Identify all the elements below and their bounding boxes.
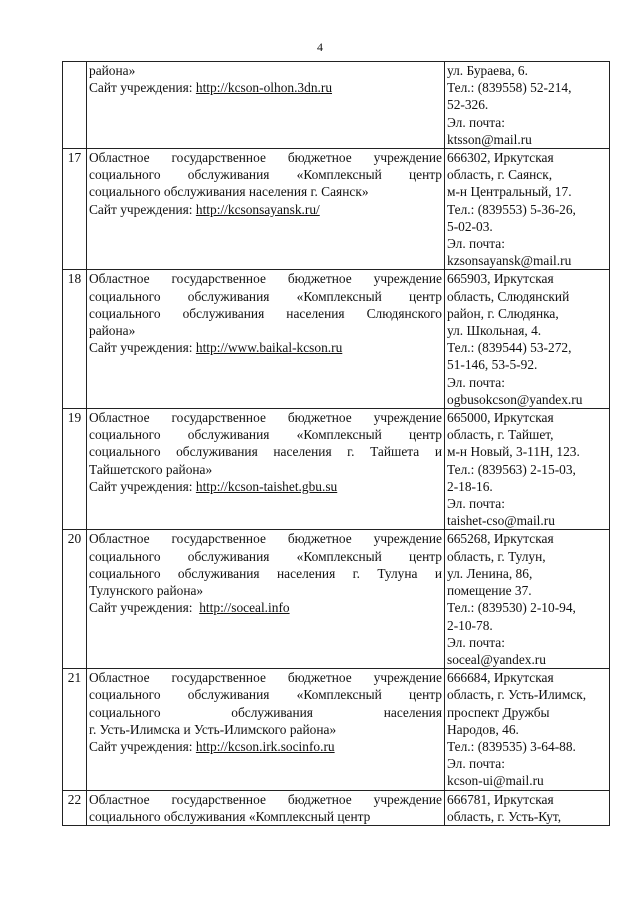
address-line: 665903, Иркутская [447,271,554,287]
address-line: ул. Бураева, 6. [447,63,528,78]
row-number: 19 [63,409,87,530]
address-line: Тел.: (839544) 53-272, [447,340,572,356]
website-line [89,201,442,218]
address-line: м-н Новый, 3-11Н, 123. [447,444,580,460]
website-line [89,79,442,96]
address-line: область, г. Тулун, [447,548,546,564]
address-line: область, г. Усть-Илимск, [447,687,587,703]
row-number: 18 [63,270,87,409]
table-row [63,409,610,530]
address-line: Эл. почта: [447,374,505,390]
institution-name-cell [87,270,445,409]
website-label: Сайт учреждения: [89,600,200,616]
address-line: Эл. почта: [447,756,505,772]
website-link[interactable]: http://kcson-taishet.gbu.su [195,478,338,494]
address-line: Народов, 46. [447,721,519,737]
row-number: 21 [63,669,87,790]
institution-name-line: социального обслуживания населения г. Тайшета и [89,444,442,460]
address-line: 2-10-78. [447,617,493,633]
address-line: ул. Ленина, 86, [447,565,533,581]
institution-name-line: района» [89,63,136,78]
address-line: проспект Дружбы [447,704,550,720]
institution-name-line: Областное государственное бюджетное учреждение [89,791,442,807]
website-line [89,339,442,356]
institution-name-line: социального обслуживания населения [89,704,442,720]
institution-name-cell [87,149,445,270]
address-line: район, г. Слюдянка, [447,305,559,321]
institution-name-line: социального обслуживания «Комплексный центр [89,808,371,824]
address-line: ogbusokcson@yandex.ru [447,391,583,407]
table-row [63,790,610,825]
website-line [89,738,442,755]
institution-name-cell [87,409,445,530]
website-label: Сайт учреждения: [89,201,196,217]
institution-name-line: Тайшетского района» [89,461,213,477]
institution-name-line: социального обслуживания «Комплексный центр [89,548,442,564]
address-line: 2-18-16. [447,478,493,494]
row-number: 20 [63,530,87,669]
address-line: Тел.: (839530) 2-10-94, [447,600,576,616]
address-line: 666781, Иркутская [447,791,554,807]
address-line: область, г. Саянск, [447,167,553,183]
address-line: 5-02-03. [447,218,493,234]
row-number: 17 [63,149,87,270]
address-line: Эл. почта: [447,236,505,252]
address-line: ул. Школьная, 4. [447,323,542,339]
address-cell [445,149,610,270]
institution-name-line: Тулунского района» [89,583,204,599]
address-line: Эл. почта: [447,114,505,130]
website-link[interactable]: http://kcson-olhon.3dn.ru [195,80,333,96]
table-row [63,270,610,409]
address-line: 665268, Иркутская [447,531,554,547]
address-line: kzsonsayansk@mail.ru [447,253,572,269]
institution-name-cell [87,62,445,149]
institution-name-line: г. Усть-Илимска и Усть-Илимского района» [89,721,337,737]
address-cell [445,669,610,790]
address-line: 666302, Иркутская [447,150,554,166]
institution-name-line: Областное государственное бюджетное учреждение [89,150,442,166]
address-line: 666684, Иркутская [447,670,554,686]
institution-name-cell [87,669,445,790]
address-line: Тел.: (839563) 2-15-03, [447,461,576,477]
address-cell [445,409,610,530]
website-line [89,478,442,495]
website-link[interactable]: http://kcson.irk.socinfo.ru [195,738,335,754]
address-cell [445,790,610,825]
website-label: Сайт учреждения: [89,738,196,754]
address-line: область, г. Тайшет, [447,427,554,443]
address-line: ktsson@mail.ru [447,131,532,147]
address-line: taishet-cso@mail.ru [447,513,555,529]
address-line: м-н Центральный, 17. [447,184,572,200]
address-line: Тел.: (839558) 52-214, [447,80,572,96]
website-label: Сайт учреждения: [89,478,196,494]
institution-name-line: социального обслуживания населения Слюдянского [89,305,442,321]
address-line: Эл. почта: [447,634,505,650]
institution-name-cell [87,530,445,669]
institution-name-line: социального обслуживания «Комплексный центр [89,167,442,183]
address-line: Эл. почта: [447,496,505,512]
institution-name-line: социального обслуживания «Комплексный центр [89,288,442,304]
website-link[interactable]: http://kcsonsayansk.ru/ [195,201,320,217]
institution-name-line: социального обслуживания «Комплексный центр [89,687,442,703]
table-row [63,530,610,669]
address-line: область, Слюдянский [447,288,570,304]
institution-name-line: Областное государственное бюджетное учреждение [89,670,442,686]
website-line [89,599,442,616]
address-line: 52-326. [447,97,489,113]
address-line: 665000, Иркутская [447,410,554,426]
institution-name-line: Областное государственное бюджетное учреждение [89,410,442,426]
website-link[interactable]: http://www.baikal-kcson.ru [195,340,343,356]
institution-name-cell [87,790,445,825]
institution-name-line: социального обслуживания «Комплексный центр [89,427,442,443]
address-line: soceal@yandex.ru [447,651,546,667]
table-row [63,62,610,149]
website-label: Сайт учреждения: [89,80,196,96]
address-line: область, г. Усть-Кут, [447,808,562,824]
address-cell [445,530,610,669]
address-line: Тел.: (839553) 5-36-26, [447,201,576,217]
address-cell [445,62,610,149]
row-number: 22 [63,790,87,825]
address-line: помещение 37. [447,583,532,599]
address-line: kcson-ui@mail.ru [447,773,544,789]
institution-name-line: Областное государственное бюджетное учреждение [89,531,442,547]
institution-name-line: социального обслуживания населения г. Саянск» [89,184,369,200]
address-line: 51-146, 53-5-92. [447,357,538,373]
institutions-table [62,61,610,826]
institution-name-line: Областное государственное бюджетное учреждение [89,271,442,287]
table-row [63,149,610,270]
address-cell [445,270,610,409]
address-line: Тел.: (839535) 3-64-88. [447,738,576,754]
table-row [63,669,610,790]
page-number: 4 [317,40,323,54]
website-label: Сайт учреждения: [89,340,196,356]
website-link[interactable]: http://soceal.info [199,600,290,616]
institution-name-line: социального обслуживания населения г. Тулуна и [89,565,442,581]
institution-name-line: района» [89,323,136,339]
row-number [63,62,87,149]
